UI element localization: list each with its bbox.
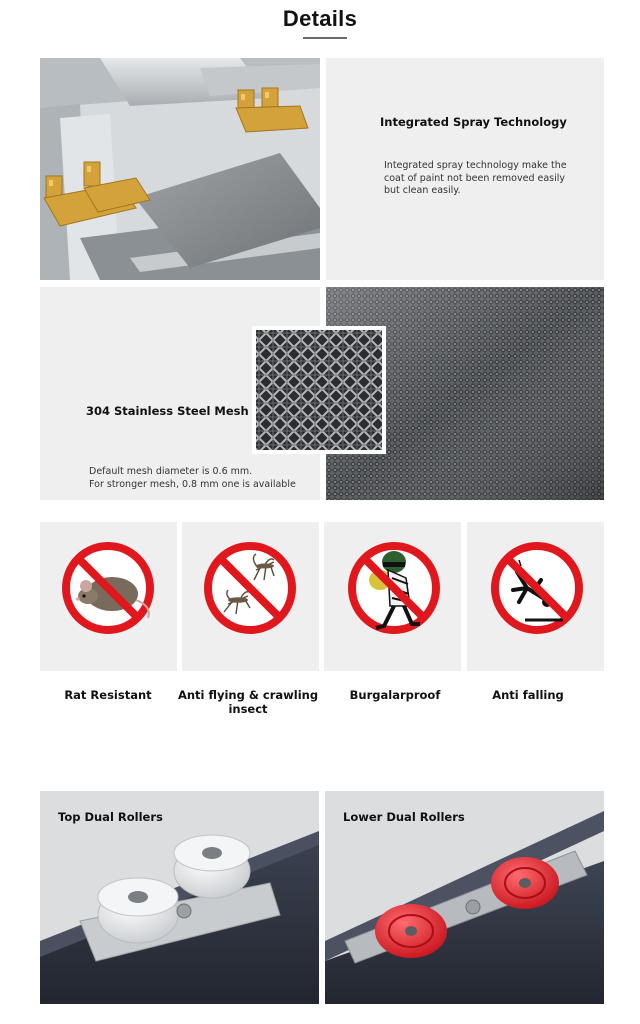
feature-label-falling: Anti falling [492, 688, 564, 702]
spray-machine-photo [40, 58, 320, 280]
lower-rollers-label: Lower Dual Rollers [343, 810, 465, 824]
feature-box-rat [40, 522, 177, 671]
feature-label-burglar: Burgalarproof [349, 688, 441, 702]
feature-box-insect [182, 522, 319, 671]
page-title: Details [282, 6, 358, 31]
feature-box-falling [467, 522, 604, 671]
spray-description-line-2: coat of paint not been removed easily [384, 172, 566, 184]
feature-label-insect: Anti flying & crawling insect [177, 688, 319, 716]
mesh-description-line-1: Default mesh diameter is 0.6 mm. [89, 466, 253, 477]
feature-box-burglar [324, 522, 461, 671]
spray-description-line-1: Integrated spray technology make the [384, 160, 567, 171]
title-underline [303, 37, 347, 39]
mesh-description-line-2: For stronger mesh, 0.8 mm one is available [89, 478, 296, 490]
mesh-closeup-photo [252, 326, 386, 454]
feature-label-rat: Rat Resistant [64, 688, 152, 702]
top-rollers-label: Top Dual Rollers [58, 810, 163, 824]
spray-heading: Integrated Spray Technology [380, 115, 567, 129]
mesh-heading: 304 Stainless Steel Mesh [86, 404, 249, 418]
spray-description-line-3: but clean easily. [384, 185, 461, 196]
